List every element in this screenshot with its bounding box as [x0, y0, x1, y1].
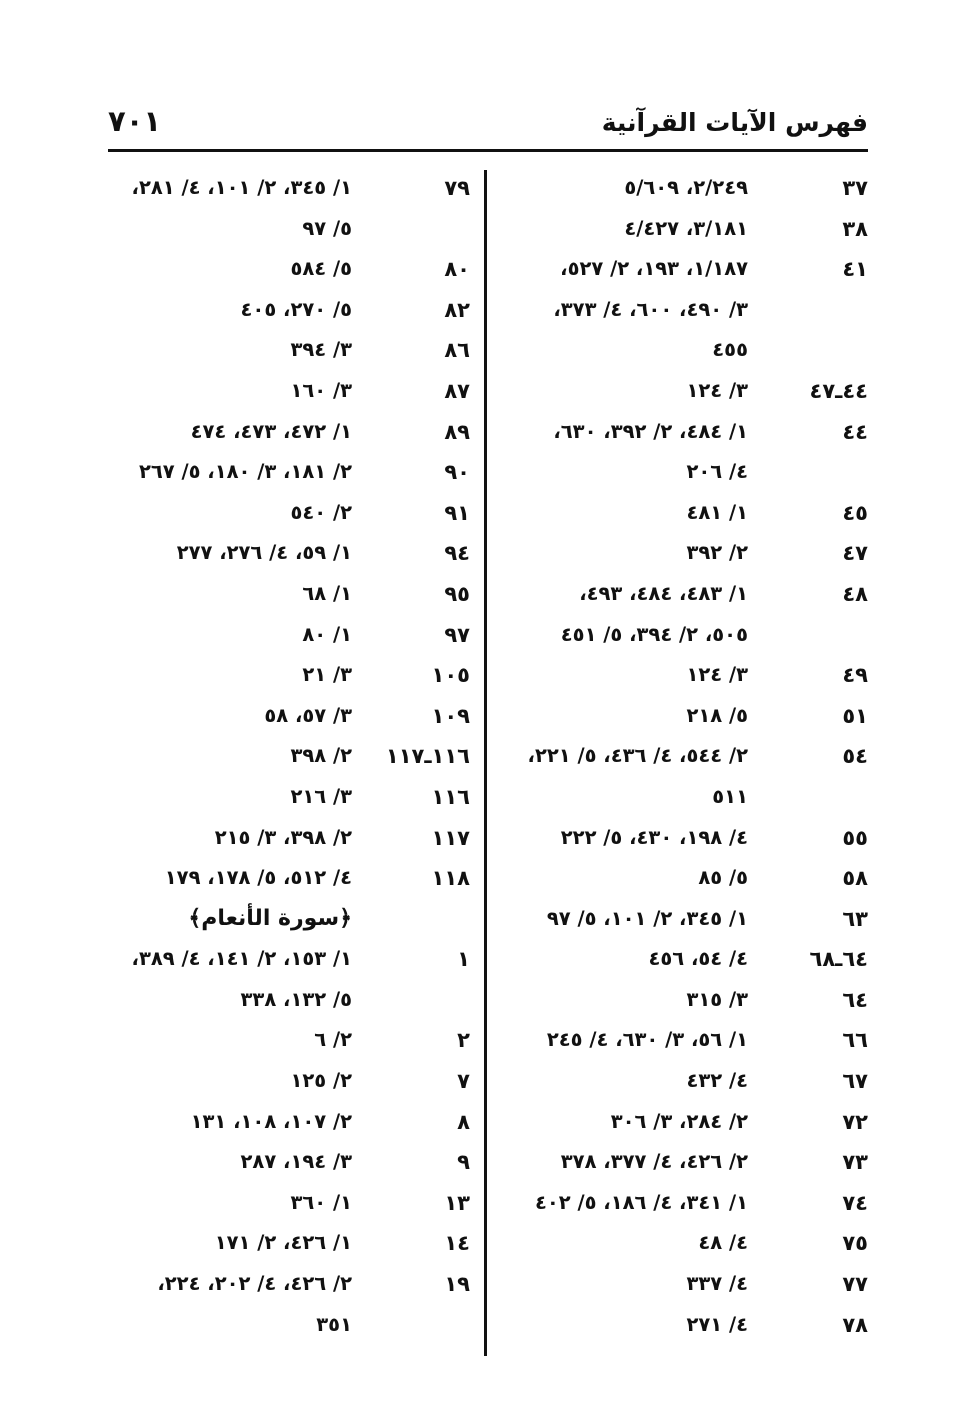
volume-page-refs: ٣/١٨١، ٤/٤٢٧ — [624, 216, 748, 240]
verse-number: ٩٥ — [444, 581, 470, 606]
verse-number: ٩ — [457, 1150, 470, 1175]
volume-page-refs: ٢/ ١٢٥ — [290, 1069, 352, 1093]
verse-number: ١١٨ — [431, 866, 470, 891]
index-row — [496, 1183, 868, 1224]
index-row — [100, 533, 470, 574]
volume-page-refs: ٥/ ٢١٨ — [686, 703, 748, 727]
volume-page-refs: ٤/ ٣٣٧ — [686, 1272, 748, 1296]
verse-number: ١٠٥ — [431, 663, 470, 688]
volume-page-refs: ٢/ ٦ — [314, 1028, 352, 1052]
verse-number: ٧ — [457, 1069, 470, 1094]
index-row — [100, 1183, 470, 1224]
verse-number: ١١٦ — [431, 784, 470, 809]
verse-number: ٤١ — [842, 257, 868, 282]
volume-page-refs: ٤/ ٥٤، ٤٥٦ — [648, 947, 748, 971]
index-row — [100, 777, 470, 818]
verse-number: ٨٦ — [444, 338, 470, 363]
volume-page-refs: ٣/ ١٢٤ — [686, 378, 748, 402]
volume-page-refs: ٢/ ٤٢٦، ٤/ ٣٧٧، ٣٧٨ — [560, 1150, 748, 1174]
index-row — [496, 1020, 868, 1061]
page-number: ٧٠١ — [108, 104, 162, 138]
verse-number: ٩٤ — [444, 541, 470, 566]
volume-page-refs: ٣/ ٢١٦ — [290, 784, 352, 808]
verse-number: ٤٩ — [842, 663, 868, 688]
volume-page-refs: ٢/ ٥٤٤، ٤/ ٤٣٦، ٥/ ٢٢١، — [527, 744, 748, 768]
verse-number: ٧٩ — [444, 176, 470, 200]
volume-page-refs: ٥٠٥، ٢/ ٣٩٤، ٥/ ٤٥١ — [560, 622, 748, 646]
index-row — [100, 818, 470, 859]
volume-page-refs: ٤/ ٢٠٦ — [686, 460, 748, 484]
volume-page-refs: ١/ ٣٤٥، ٢/ ١٠١، ٤/ ٢٨١، — [131, 176, 352, 199]
index-row — [100, 1020, 470, 1061]
volume-page-refs: ٤/ ٥١٢، ٥/ ١٧٨، ١٧٩ — [164, 866, 352, 890]
volume-page-refs: ١/ ٤٨٣، ٤٨٤، ٤٩٣، — [579, 581, 748, 605]
verse-number: ٩١ — [444, 500, 470, 525]
verse-number: ١٤ — [444, 1231, 470, 1256]
index-row — [496, 696, 868, 737]
verse-number: ٩٧ — [444, 622, 470, 647]
index-row — [496, 493, 868, 534]
volume-page-refs: ٥/ ٩٧ — [302, 216, 352, 240]
volume-page-refs: ٥/ ١٣٢، ٣٣٨ — [240, 987, 352, 1011]
verse-number: ٥١ — [842, 703, 868, 728]
index-row — [100, 574, 470, 615]
index-row — [100, 939, 470, 980]
verse-number: ١ — [457, 947, 470, 972]
index-row — [496, 1223, 868, 1264]
volume-page-refs: ١/ ٤٧٢، ٤٧٣، ٤٧٤ — [190, 419, 352, 443]
volume-page-refs: ٢/ ٣٩٨ — [290, 744, 352, 768]
verse-number: ١٣ — [444, 1190, 470, 1215]
index-row — [100, 209, 470, 250]
volume-page-refs: ١/ ١٥٣، ٢/ ١٤١، ٤/ ٣٨٩، — [131, 947, 352, 971]
volume-page-refs: ٤٥٥ — [712, 338, 748, 362]
volume-page-refs: ١/ ٤٨٤، ٢/ ٣٩٢، ٦٣٠، — [553, 419, 748, 443]
verse-number: ٥٨ — [842, 866, 868, 891]
verse-number: ٧٤ — [842, 1190, 868, 1215]
surah-heading: ﴿سورة الأنعام﴾ — [188, 905, 352, 931]
index-row — [496, 371, 868, 412]
verse-number: ٨ — [457, 1109, 470, 1134]
index-row — [496, 777, 868, 818]
verse-number: ٦٣ — [842, 906, 868, 931]
index-row — [496, 899, 868, 940]
page-header — [108, 100, 868, 144]
verse-number: ٥٤ — [842, 744, 868, 769]
verse-number: ٧٢ — [842, 1109, 868, 1134]
index-row — [496, 939, 868, 980]
volume-page-refs: ٣/ ٢١ — [302, 663, 352, 687]
verse-number: ٨٩ — [444, 419, 470, 444]
verse-number: ٨٢ — [444, 297, 470, 322]
verse-number: ١٩ — [444, 1272, 470, 1297]
volume-page-refs: ٣٥١ — [316, 1312, 352, 1336]
volume-page-refs: ٤/ ٤٨ — [698, 1231, 748, 1255]
verse-number: ١١٧ — [431, 825, 470, 850]
right-column — [496, 168, 868, 1345]
volume-page-refs: ٣/ ٣١٥ — [686, 987, 748, 1011]
surah-heading-row — [100, 899, 470, 940]
index-row — [100, 1061, 470, 1102]
volume-page-refs: ٢/ ١٠٧، ١٠٨، ١٣١ — [190, 1109, 352, 1133]
index-row — [100, 249, 470, 290]
index-row — [496, 209, 868, 250]
volume-page-refs: ٢/ ٢٨٤، ٣/ ٣٠٦ — [610, 1109, 748, 1133]
index-row — [496, 736, 868, 777]
index-row — [100, 696, 470, 737]
volume-page-refs: ٢/ ١٨١، ٣/ ١٨٠، ٥/ ٢٦٧ — [138, 460, 352, 484]
index-row — [496, 168, 868, 209]
index-row — [100, 412, 470, 453]
verse-number: ٩٠ — [444, 460, 470, 485]
volume-page-refs: ٣/ ٥٧، ٥٨ — [264, 703, 352, 727]
volume-page-refs: ١/ ٤٨١ — [686, 500, 748, 524]
index-row — [496, 290, 868, 331]
index-row — [100, 655, 470, 696]
index-row — [100, 980, 470, 1021]
volume-page-refs: ١/ ٣٤٥، ٢/ ١٠١، ٥/ ٩٧ — [546, 906, 748, 930]
volume-page-refs: ٣/ ٣٩٤ — [290, 338, 352, 362]
index-row — [100, 493, 470, 534]
column-divider — [484, 170, 487, 1356]
index-row — [100, 1264, 470, 1305]
volume-page-refs: ٢/٢٤٩، ٥/٦٠٩ — [624, 176, 748, 199]
index-row — [496, 574, 868, 615]
verse-number: ٤٨ — [842, 581, 868, 606]
verse-number: ٣٨ — [842, 216, 868, 241]
header-rule — [108, 149, 868, 152]
index-row — [100, 371, 470, 412]
volume-page-refs: ٢/ ٣٩٨، ٣/ ٢١٥ — [214, 825, 352, 849]
verse-number: ٥٥ — [842, 825, 868, 850]
verse-number: ٦٤ـ٦٨ — [809, 947, 868, 972]
index-row — [496, 655, 868, 696]
volume-page-refs: ٣/ ١٦٠ — [290, 378, 352, 402]
index-row — [100, 452, 470, 493]
index-row — [496, 249, 868, 290]
index-row — [496, 330, 868, 371]
index-row — [100, 290, 470, 331]
index-row — [100, 330, 470, 371]
index-row — [496, 1305, 868, 1346]
verse-number: ٤٤ـ٤٧ — [809, 378, 868, 403]
index-row — [496, 1061, 868, 1102]
index-row — [100, 1223, 470, 1264]
index-row — [496, 452, 868, 493]
volume-page-refs: ٥/ ٨٥ — [698, 866, 748, 890]
left-column — [100, 168, 470, 1345]
verse-number: ٤٧ — [842, 541, 868, 566]
volume-page-refs: ١/ ٣٤١، ٤/ ١٨٦، ٥/ ٤٠٢ — [534, 1190, 748, 1214]
index-row — [100, 1102, 470, 1143]
index-row — [100, 168, 470, 209]
volume-page-refs: ١/ ٦٨ — [302, 581, 352, 605]
volume-page-refs: ١/ ٨٠ — [302, 622, 352, 646]
volume-page-refs: ٤/ ٢٧١ — [686, 1312, 748, 1336]
verse-number: ٤٤ — [842, 419, 868, 444]
verse-number: ١٠٩ — [431, 703, 470, 728]
volume-page-refs: ١/ ٤٢٦، ٢/ ١٧١ — [214, 1231, 352, 1255]
verse-number: ٢ — [457, 1028, 470, 1053]
volume-page-refs: ٥/ ٢٧٠، ٤٠٥ — [240, 297, 352, 321]
index-row — [496, 615, 868, 656]
volume-page-refs: ١/ ٥٦، ٣/ ٦٣٠، ٤/ ٢٤٥ — [546, 1028, 748, 1052]
page-title: فهرس الآيات القرآنية — [601, 108, 868, 137]
index-row — [100, 858, 470, 899]
verse-number: ٦٦ — [842, 1028, 868, 1053]
index-row — [496, 1142, 868, 1183]
index-row — [100, 1142, 470, 1183]
volume-page-refs: ٣/ ٤٩٠، ٦٠٠، ٤/ ٣٧٣، — [553, 297, 748, 321]
index-row — [496, 533, 868, 574]
volume-page-refs: ٢/ ٤٢٦، ٤/ ٢٠٢، ٢٢٤، — [157, 1272, 352, 1296]
volume-page-refs: ١/ ٥٩، ٤/ ٢٧٦، ٢٧٧ — [176, 541, 352, 565]
verse-number: ٧٨ — [842, 1312, 868, 1337]
verse-number: ٧٣ — [842, 1150, 868, 1175]
verse-number: ٣٧ — [842, 176, 868, 200]
verse-number: ١١٦ـ١١٧ — [385, 744, 470, 769]
index-row — [496, 1102, 868, 1143]
index-row — [100, 736, 470, 777]
volume-page-refs: ١/١٨٧، ١٩٣، ٢/ ٥٢٧، — [560, 257, 748, 281]
volume-page-refs: ٣/ ١٢٤ — [686, 663, 748, 687]
volume-page-refs: ٤/ ٤٣٢ — [686, 1069, 748, 1093]
verse-number: ٦٤ — [842, 987, 868, 1012]
volume-page-refs: ٥/ ٥٨٤ — [290, 257, 352, 281]
index-row — [100, 1305, 470, 1346]
volume-page-refs: ٣/ ١٩٤، ٢٨٧ — [240, 1150, 352, 1174]
volume-page-refs: ٤/ ١٩٨، ٤٣٠، ٥/ ٢٢٢ — [560, 825, 748, 849]
verse-number: ٧٧ — [842, 1272, 868, 1297]
index-row — [100, 615, 470, 656]
verse-number: ٧٥ — [842, 1231, 868, 1256]
index-row — [496, 1264, 868, 1305]
volume-page-refs: ١/ ٣٦٠ — [290, 1190, 352, 1214]
verse-number: ٨٠ — [444, 257, 470, 282]
index-row — [496, 858, 868, 899]
verse-number: ٤٥ — [842, 500, 868, 525]
volume-page-refs: ٢/ ٥٤٠ — [290, 500, 352, 524]
volume-page-refs: ٥١١ — [712, 784, 748, 808]
index-row — [496, 818, 868, 859]
verse-number: ٦٧ — [842, 1069, 868, 1094]
volume-page-refs: ٢/ ٣٩٢ — [686, 541, 748, 565]
index-row — [496, 980, 868, 1021]
verse-number: ٨٧ — [444, 378, 470, 403]
index-row — [496, 412, 868, 453]
